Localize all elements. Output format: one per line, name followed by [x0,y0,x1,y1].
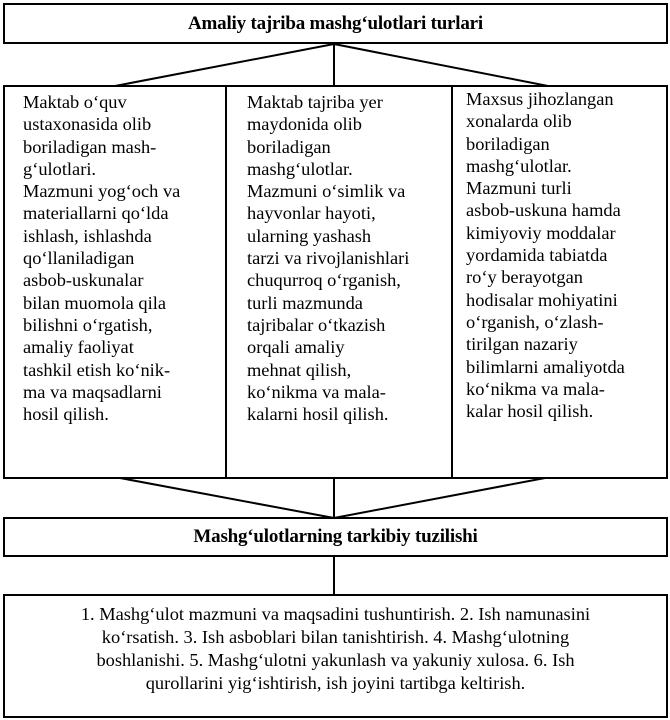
connector-col-1-to-structure [120,478,334,518]
column-field-plot: Maktab tajriba yer maydonida olib boriladigan mashg‘ulotlar. Mazmuni o‘simlik va hayvonlar hayoti, ularning yashash tarzi va rivojlanishlari chuqurroq o‘rganish, turli mazmunda tajribalar o‘tkazish orqali amaliy mehnat qilish, ko‘nikma va mala- kalarni hosil qilish. [225,87,451,477]
structure-title-box [3,517,668,557]
connector-col-3-to-structure [334,478,545,518]
column-equipped-rooms: Maxsus jihozlangan xonalarda olib boriladigan mashg‘ulotlar. Mazmuni turli asbob-uskuna hamda kimiyoviy moddalar yordamida tabiatda ro‘y berayotgan hodisalar mohiyatini o‘rganish, o‘zlash- tirilgan nazariy bilimlarni amaliyotda ko‘nikma va mala- kalar hosil qilish. [451,87,668,477]
column-workshop: Maktab o‘quv ustaxonasida olib boriladigan mash- g‘ulotlari. Mazmuni yog‘och va materiallarni qo‘lda ishlash, ishlashda qo‘llaniladigan asbob-uskunalar bilan muomola qila bilishni o‘rgatish, amaliy faoliyat tashkil etish ko‘nik- ma va maqsadlarni hosil qilish. [23,92,181,425]
structure-title: Mashg‘ulotlarning tarkibiy tuzilishi [193,526,478,547]
connector-top-to-col-3 [334,44,548,86]
top-title-box [3,3,668,44]
connector-top-to-col-1 [115,44,334,86]
types-columns-box [3,85,668,479]
steps-box: 1. Mashg‘ulot mazmuni va maqsadini tushuntirish. 2. Ish namunasini ko‘rsatish. 3. Ish asboblari bilan tanishtirish. 4. Mashg‘ulotning boshlanishi. 5. Mashg‘ulotni yakunlash va yakuniy xulosa. 6. Ish qurollarini yig‘ishtirish, ish joyini tartibga keltirish. [3,594,668,718]
top-title: Amaliy tajriba mashg‘ulotlari turlari [188,12,483,34]
